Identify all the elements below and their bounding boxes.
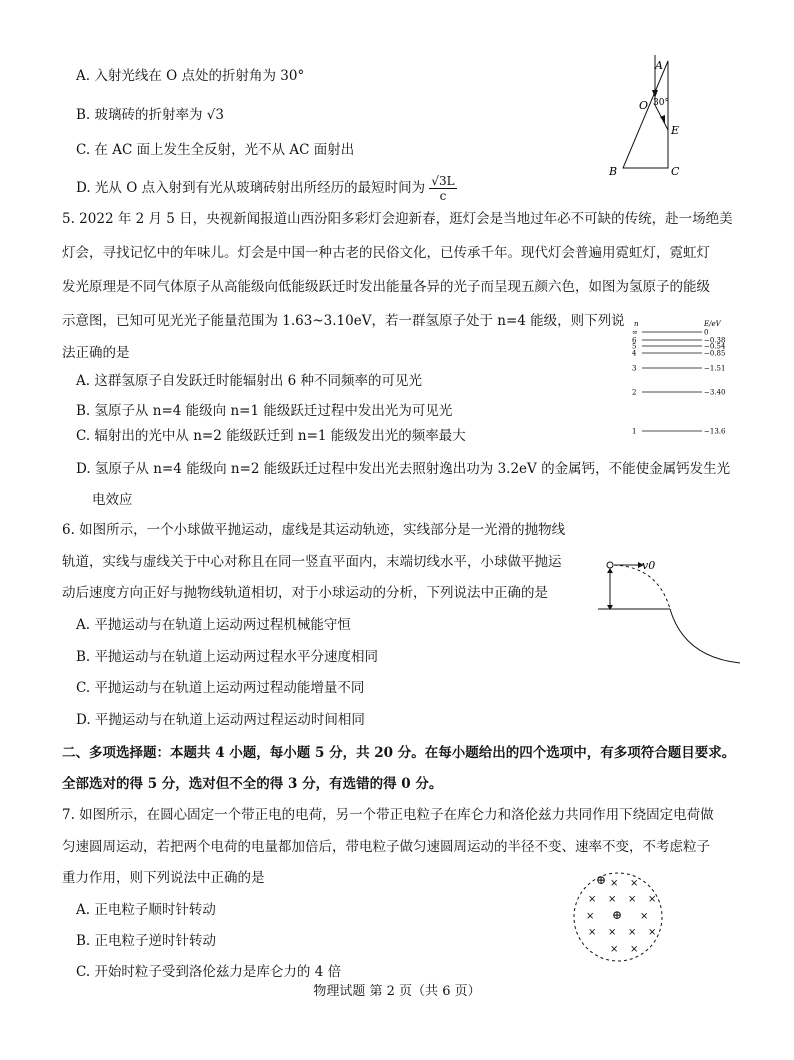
level-n-label: 5	[632, 342, 637, 351]
q7-option-b: B. 正电粒子逆时针转动	[76, 933, 217, 949]
q5-option-b: B. 氢原子从 n=4 能级向 n=1 能级跃迁过程中发出光为可见光	[76, 403, 453, 419]
level-energy-label: −0.54	[704, 342, 726, 351]
prism-outline	[623, 61, 668, 168]
q5-option-c: C. 辐射出的光中从 n=2 能级跃迁到 n=1 能级发出光的频率最大	[76, 428, 466, 444]
field-cross-icon: ×	[586, 911, 595, 922]
q5-option-d-line-2: 电效应	[92, 492, 133, 508]
field-cross-icon: ×	[648, 894, 657, 905]
level-energy-label: −0.38	[704, 336, 726, 345]
q6-line-1: 6. 如图所示，一个小球做平抛运动，虚线是其运动轨迹，实线部分是一光滑的抛物线	[62, 522, 566, 538]
q5-line-4: 示意图，已知可见光光子能量范围为 1.63~3.10eV，若一群氢原子处于 n=4 能级，则下列说	[62, 313, 625, 329]
section-2-heading-line-1: 二、多项选择题：本题共 4 小题，每小题 5 分，共 20 分。在每小题给出的四个选项中，有多项符合题目要求。	[62, 745, 736, 761]
level-n-label: 3	[632, 364, 637, 373]
q6-option-d: D. 平抛运动与在轨道上运动两过程运动时间相同	[76, 712, 365, 728]
level-n-label: 6	[632, 336, 637, 345]
parabolic-track	[670, 609, 740, 663]
energy-level-diagram	[628, 318, 738, 443]
field-cross-icon: ×	[628, 894, 637, 905]
q7-line-2: 匀速圆周运动，若把两个电荷的电量都加倍后，带电粒子做匀速圆周运动的半径不变、速率不变，不考虑粒子	[62, 839, 710, 855]
moving-charge-icon: ⊕	[596, 873, 607, 887]
point-e-label: E	[671, 124, 680, 137]
q5-option-a: A. 这群氢原子自发跃迁时能辐射出 6 种不同频率的可见光	[76, 373, 423, 389]
level-n-label: 1	[632, 427, 637, 436]
q4-prism-figure	[595, 55, 695, 185]
q6-option-c: C. 平抛运动与在轨道上运动两过程动能增量不同	[76, 680, 365, 696]
q7-option-a: A. 正电粒子顺时针转动	[76, 902, 216, 918]
q5-option-d-line-1: D. 氢原子从 n=4 能级向 n=2 能级跃迁过程中发出光去照射逸出功为 3.2eV 的金属钙，不能使金属钙发生光	[76, 461, 731, 477]
q6-line-3: 动后速度方向正好与抛物线轨道相切，对于小球运动的分析，下列说法中正确的是	[62, 585, 548, 601]
magnetic-field-figure	[570, 868, 670, 968]
q4-option-d-fraction	[429, 174, 456, 203]
level-energy-label: −0.85	[704, 349, 726, 358]
level-header-n: n	[634, 320, 639, 328]
field-cross-icon: ×	[608, 927, 617, 938]
field-cross-icon: ×	[648, 927, 657, 938]
q6-line-2: 轨道，实线与虚线关于中心对称且在同一竖直平面内，末端切线水平，小球做平抛运	[62, 554, 562, 570]
level-energy-label: −1.51	[704, 364, 726, 373]
q4-option-c: C. 在 AC 面上发生全反射，光不从 AC 面射出	[76, 142, 355, 158]
field-cross-icon: ×	[588, 927, 597, 938]
field-cross-icon: ×	[640, 911, 649, 922]
vertex-a-label: A	[655, 59, 663, 72]
level-n-label: 2	[632, 388, 637, 397]
level-energy-label: −13.6	[704, 427, 726, 436]
q5-line-1: 5. 2022 年 2 月 5 日，央视新闻报道山西汾阳多彩灯会迎新春，逛灯会是当地过年必不可缺的传统，赴一场绝美	[62, 211, 733, 227]
fraction-denominator: c	[439, 189, 447, 203]
level-energy-label: 0	[704, 328, 709, 337]
fraction-numerator: √3L	[431, 174, 455, 188]
q7-option-c: C. 开始时粒子受到洛伦兹力是库仑力的 4 倍	[76, 964, 342, 980]
page-footer: 物理试题 第 2 页（共 6 页）	[313, 984, 481, 999]
field-cross-icon: ×	[610, 944, 619, 955]
ball-icon	[607, 562, 613, 568]
angle-label: 30°	[653, 98, 669, 108]
vertex-b-label: B	[609, 165, 618, 178]
field-cross-icon: ×	[628, 927, 637, 938]
q6-option-b: B. 平抛运动与在轨道上运动两过程水平分速度相同	[76, 649, 379, 665]
q5-line-3: 发光原理是不同气体原子从高能级向低能级跃迁时发出能量各异的光子而呈现五颜六色，如图为氢原子的能级	[62, 279, 710, 295]
projectile-figure	[598, 555, 748, 685]
level-n-label: 4	[632, 349, 637, 358]
level-rows	[632, 329, 726, 436]
q4-option-d-text: D. 光从 O 点入射到有光从玻璃砖射出所经历的最短时间为	[76, 180, 426, 196]
q7-line-3: 重力作用，则下列说法中正确的是	[62, 870, 265, 886]
level-energy-label: −3.40	[704, 388, 726, 397]
height-arrow-up-icon	[607, 568, 613, 573]
field-cross-icon: ×	[588, 894, 597, 905]
q5-line-5: 法正确的是	[62, 345, 130, 361]
vertex-c-label: C	[671, 165, 680, 178]
q4-option-b: B. 玻璃砖的折射率为 √3	[76, 107, 224, 123]
level-header-energy: E/eV	[704, 320, 721, 328]
q4-option-a: A. 入射光线在 O 点处的折射角为 30°	[76, 68, 305, 84]
field-cross-icon: ×	[630, 944, 639, 955]
field-cross-icon: ×	[630, 878, 639, 889]
q7-line-1: 7. 如图所示，在圆心固定一个带正电的电荷，另一个带正电粒子在库仑力和洛伦兹力共同作用下绕固定电荷做	[62, 807, 714, 823]
point-o-label: O	[639, 99, 649, 112]
fixed-charge-icon: ⊕	[612, 908, 623, 922]
field-cross-icon: ×	[608, 894, 617, 905]
q5-line-2: 灯会，寻找记忆中的年味儿。灯会是中国一种古老的民俗文化，已传承千年。现代灯会普遍用霓虹灯，霓虹灯	[62, 245, 710, 261]
q6-option-a: A. 平抛运动与在轨道上运动两过程机械能守恒	[76, 617, 351, 633]
level-n-label: ∞	[632, 328, 638, 337]
velocity-label: v0	[642, 559, 656, 572]
q4-option-d	[76, 174, 457, 203]
field-cross-icon: ×	[610, 878, 619, 889]
section-2-heading-line-2: 全部选对的得 5 分，选对但不全的得 3 分，有选错的得 0 分。	[62, 776, 443, 792]
